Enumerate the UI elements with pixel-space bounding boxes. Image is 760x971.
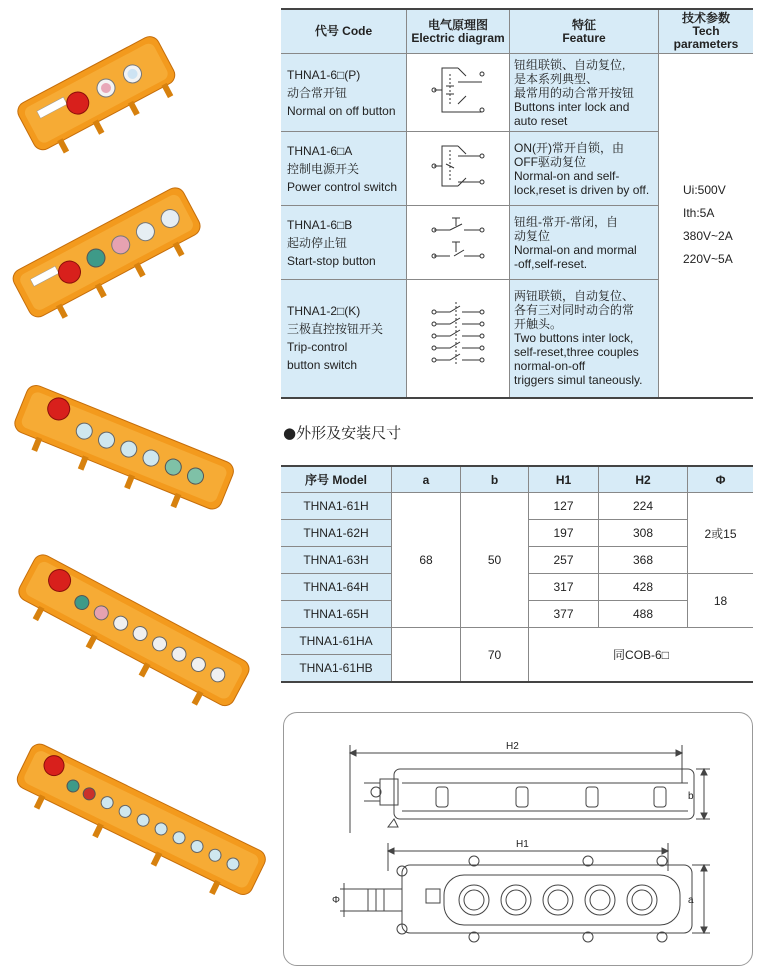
h2-label: H2 bbox=[506, 741, 519, 752]
h1-cell: 197 bbox=[529, 520, 599, 547]
header-code: 代号 Code bbox=[281, 9, 407, 54]
blank-cell bbox=[392, 628, 461, 683]
dim-row bbox=[281, 628, 753, 655]
dim-header: H2 bbox=[599, 466, 688, 493]
h2-cell: 224 bbox=[599, 493, 688, 520]
b-label: b bbox=[688, 791, 694, 802]
a-label: a bbox=[688, 895, 694, 906]
model-cell: THNA1-64H bbox=[281, 574, 392, 601]
dimension-table bbox=[281, 465, 753, 683]
code-cell: THNA1-6□B 起动停止钮 Start-stop button bbox=[281, 206, 407, 280]
circuit-diagram-icon bbox=[428, 296, 488, 376]
tech-cell: Ui:500V Ith:5A 380V~2A 220V~5A bbox=[659, 54, 754, 398]
section-heading: ●外形及安装尺寸 bbox=[283, 424, 402, 442]
header-diagram: 电气原理图 Electric diagram bbox=[407, 9, 510, 54]
a-cell: 68 bbox=[392, 493, 461, 628]
model-cell: THNA1-65H bbox=[281, 601, 392, 628]
dim-header-row bbox=[281, 466, 753, 493]
spec-row bbox=[281, 54, 753, 132]
h2-cell: 368 bbox=[599, 547, 688, 574]
circuit-diagram-icon bbox=[428, 138, 488, 194]
model-cell: THNA1-61H bbox=[281, 493, 392, 520]
h1-cell: 377 bbox=[529, 601, 599, 628]
model-cell: THNA1-62H bbox=[281, 520, 392, 547]
h1-cell: 317 bbox=[529, 574, 599, 601]
dim-header: Φ bbox=[688, 466, 754, 493]
phi-cell: 2或15 bbox=[688, 493, 754, 574]
h1-cell: 127 bbox=[529, 493, 599, 520]
dim-row bbox=[281, 493, 753, 520]
diagram-cell bbox=[407, 206, 510, 280]
product-image-8-button bbox=[8, 545, 258, 720]
dim-header: b bbox=[461, 466, 529, 493]
feature-cell: 钮组-常开-常闭，自 动复位 Normal-on and mormal -off,self-reset. bbox=[510, 206, 659, 280]
dim-header: H1 bbox=[529, 466, 599, 493]
diagram-cell bbox=[407, 280, 510, 398]
h2-cell: 488 bbox=[599, 601, 688, 628]
same-as-cell: 同COB-6□ bbox=[529, 628, 754, 683]
spec-table bbox=[281, 8, 753, 399]
h2-cell: 308 bbox=[599, 520, 688, 547]
dim-header: a bbox=[392, 466, 461, 493]
diagram-cell bbox=[407, 132, 510, 206]
header-feature: 特征 Feature bbox=[510, 9, 659, 54]
code-cell: THNA1-6□A 控制电源开关 Power control switch bbox=[281, 132, 407, 206]
product-image-6-button bbox=[8, 370, 238, 530]
product-image-4-button bbox=[8, 180, 208, 330]
dim-header: 序号 Model bbox=[281, 466, 392, 493]
header-tech: 技术参数 Tech parameters bbox=[659, 9, 754, 54]
model-cell: THNA1-63H bbox=[281, 547, 392, 574]
feature-cell: 两钮联锁，自动复位、 各有三对同时动合的常 开触头。 Two buttons inter lock, self-reset,three couples normal-on-off triggers simul taneously. bbox=[510, 280, 659, 398]
code-cell: THNA1-6□(P) 动合常开钮 Normal on off button bbox=[281, 54, 407, 132]
b-cell: 50 bbox=[461, 493, 529, 628]
feature-cell: ON(开)常开自锁，由 OFF驱动复位 Normal-on and self- lock,reset is driven by off. bbox=[510, 132, 659, 206]
model-cell: THNA1-61HA bbox=[281, 628, 392, 655]
b-cell: 70 bbox=[461, 628, 529, 683]
h1-cell: 257 bbox=[529, 547, 599, 574]
diagram-cell bbox=[407, 54, 510, 132]
phi-label: Φ bbox=[332, 895, 340, 906]
phi-cell: 18 bbox=[688, 574, 754, 628]
code-cell: THNA1-2□(K) 三极直控按钮开关 Trip-control button switch bbox=[281, 280, 407, 398]
feature-cell: 钮组联锁、自动复位, 是本系列典型、 最常用的动合常开按钮 Buttons inter lock and auto reset bbox=[510, 54, 659, 132]
dimension-drawing bbox=[283, 712, 753, 966]
h2-cell: 428 bbox=[599, 574, 688, 601]
h1-label: H1 bbox=[516, 839, 529, 850]
model-cell: THNA1-61HB bbox=[281, 655, 392, 683]
circuit-diagram-icon bbox=[428, 212, 488, 268]
product-image-2-button bbox=[10, 30, 180, 160]
spec-header-row bbox=[281, 9, 753, 54]
circuit-diagram-icon bbox=[428, 60, 488, 120]
product-image-10-button bbox=[8, 735, 273, 910]
